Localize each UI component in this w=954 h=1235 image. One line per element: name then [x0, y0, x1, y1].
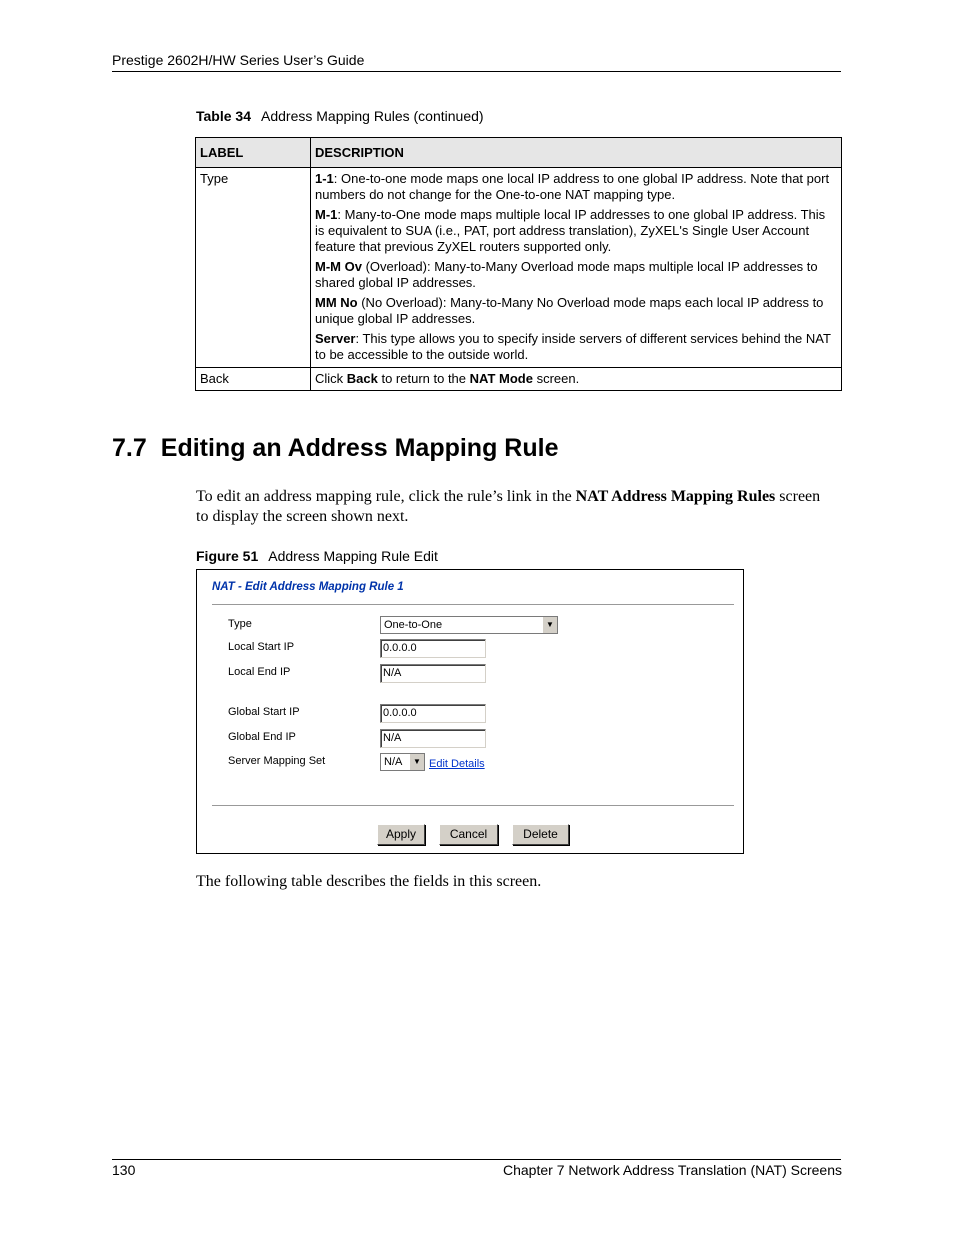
cancel-button[interactable]: Cancel	[439, 824, 498, 845]
type-text: (Overload): Many-to-Many Overload mode maps multiple local IP addresses to shared global IP addresses.	[315, 259, 818, 290]
type-item-m-m-ov	[315, 259, 837, 291]
following-paragraph: The following table describes the fields in this screen.	[196, 873, 542, 890]
local-end-ip-label: Local End IP	[228, 666, 291, 678]
type-text: : This type allows you to specify inside servers of different services behind the NAT to be accessible to the outside world.	[315, 331, 831, 362]
type-text: : Many-to-One mode maps multiple local IP addresses to one global IP address. This is equivalent to SUA (i.e., PAT, port address translation), ZyXEL's Single User Account feature that previous ZyXEL routers supported only.	[315, 207, 826, 254]
table-header-row	[196, 138, 842, 168]
section-heading	[112, 434, 558, 463]
back-term: Back	[346, 371, 378, 386]
intro-paragraph	[196, 487, 836, 527]
row-description-type	[311, 168, 842, 368]
type-term: MM No	[315, 295, 358, 310]
back-text: Click	[315, 371, 347, 386]
server-mapping-set-select[interactable]	[380, 753, 425, 771]
chevron-down-icon[interactable]: ▼	[542, 617, 557, 633]
type-text: (No Overload): Many-to-Many No Overload mode maps each local IP address to unique global IP addresses.	[315, 295, 824, 326]
section-number: 7.7	[112, 434, 147, 462]
table-number: Table 34	[196, 108, 251, 124]
footer-rule	[112, 1159, 841, 1160]
figure-number: Figure 51	[196, 548, 259, 564]
type-select[interactable]	[380, 616, 558, 634]
type-item-1-1	[315, 171, 837, 203]
type-item-mm-no	[315, 295, 837, 327]
figure-caption	[196, 548, 438, 564]
top-divider	[212, 604, 734, 605]
global-end-ip-label: Global End IP	[228, 731, 296, 743]
table-row	[196, 168, 842, 368]
back-text: screen.	[532, 371, 580, 386]
type-term: M-M Ov	[315, 259, 362, 274]
local-end-ip-input[interactable]: N/A	[380, 664, 486, 683]
type-term: M-1	[315, 207, 338, 222]
apply-button[interactable]: Apply	[377, 824, 425, 845]
table-caption-text: Address Mapping Rules (continued)	[261, 108, 484, 124]
type-item-m-1	[315, 207, 837, 255]
address-mapping-table	[195, 137, 842, 391]
row-label-back: Back	[196, 368, 311, 391]
type-text: : One-to-one mode maps one local IP address to one global IP address. Note that port numbers do not change for the One-to-one NAT mapping type.	[315, 171, 830, 202]
chevron-down-icon[interactable]: ▼	[409, 754, 424, 770]
delete-button[interactable]: Delete	[512, 824, 569, 845]
header-rule	[112, 71, 841, 72]
global-start-ip-input[interactable]: 0.0.0.0	[380, 704, 486, 723]
back-text: to return to the	[377, 371, 470, 386]
intro-text: screen to display the screen shown next.	[196, 488, 821, 525]
server-mapping-set-label: Server Mapping Set	[228, 755, 326, 767]
row-label-type: Type	[196, 168, 311, 368]
section-title: Editing an Address Mapping Rule	[160, 434, 559, 462]
server-set-value: N/A	[384, 756, 403, 768]
label-column-header: LABEL	[196, 138, 311, 168]
intro-text: To edit an address mapping rule, click the rule’s link in the	[196, 488, 576, 505]
screen-title: NAT - Edit Address Mapping Rule 1	[212, 581, 404, 593]
figure-caption-text: Address Mapping Rule Edit	[268, 548, 438, 564]
bottom-divider	[212, 805, 734, 806]
type-term: 1-1	[315, 171, 334, 186]
global-start-ip-label: Global Start IP	[228, 706, 300, 718]
type-select-value: One-to-One	[384, 619, 443, 631]
type-item-server	[315, 331, 837, 363]
figure-screenshot	[196, 569, 744, 854]
chapter-footer: Chapter 7 Network Address Translation (NAT) Screens	[503, 1162, 842, 1178]
intro-bold: NAT Address Mapping Rules	[575, 488, 776, 505]
local-start-ip-input[interactable]: 0.0.0.0	[380, 639, 486, 658]
type-term: Server	[315, 331, 356, 346]
edit-details-link[interactable]: Edit Details	[429, 758, 485, 770]
nat-mode-term: NAT Mode	[469, 371, 533, 386]
row-description-back	[311, 368, 842, 391]
local-start-ip-label: Local Start IP	[228, 641, 295, 653]
global-end-ip-input[interactable]: N/A	[380, 729, 486, 748]
page-number: 130	[112, 1162, 136, 1178]
running-header: Prestige 2602H/HW Series User’s Guide	[112, 52, 365, 68]
table-caption	[196, 108, 484, 124]
description-column-header: DESCRIPTION	[311, 138, 842, 168]
type-label: Type	[228, 618, 252, 630]
table-row	[196, 368, 842, 391]
